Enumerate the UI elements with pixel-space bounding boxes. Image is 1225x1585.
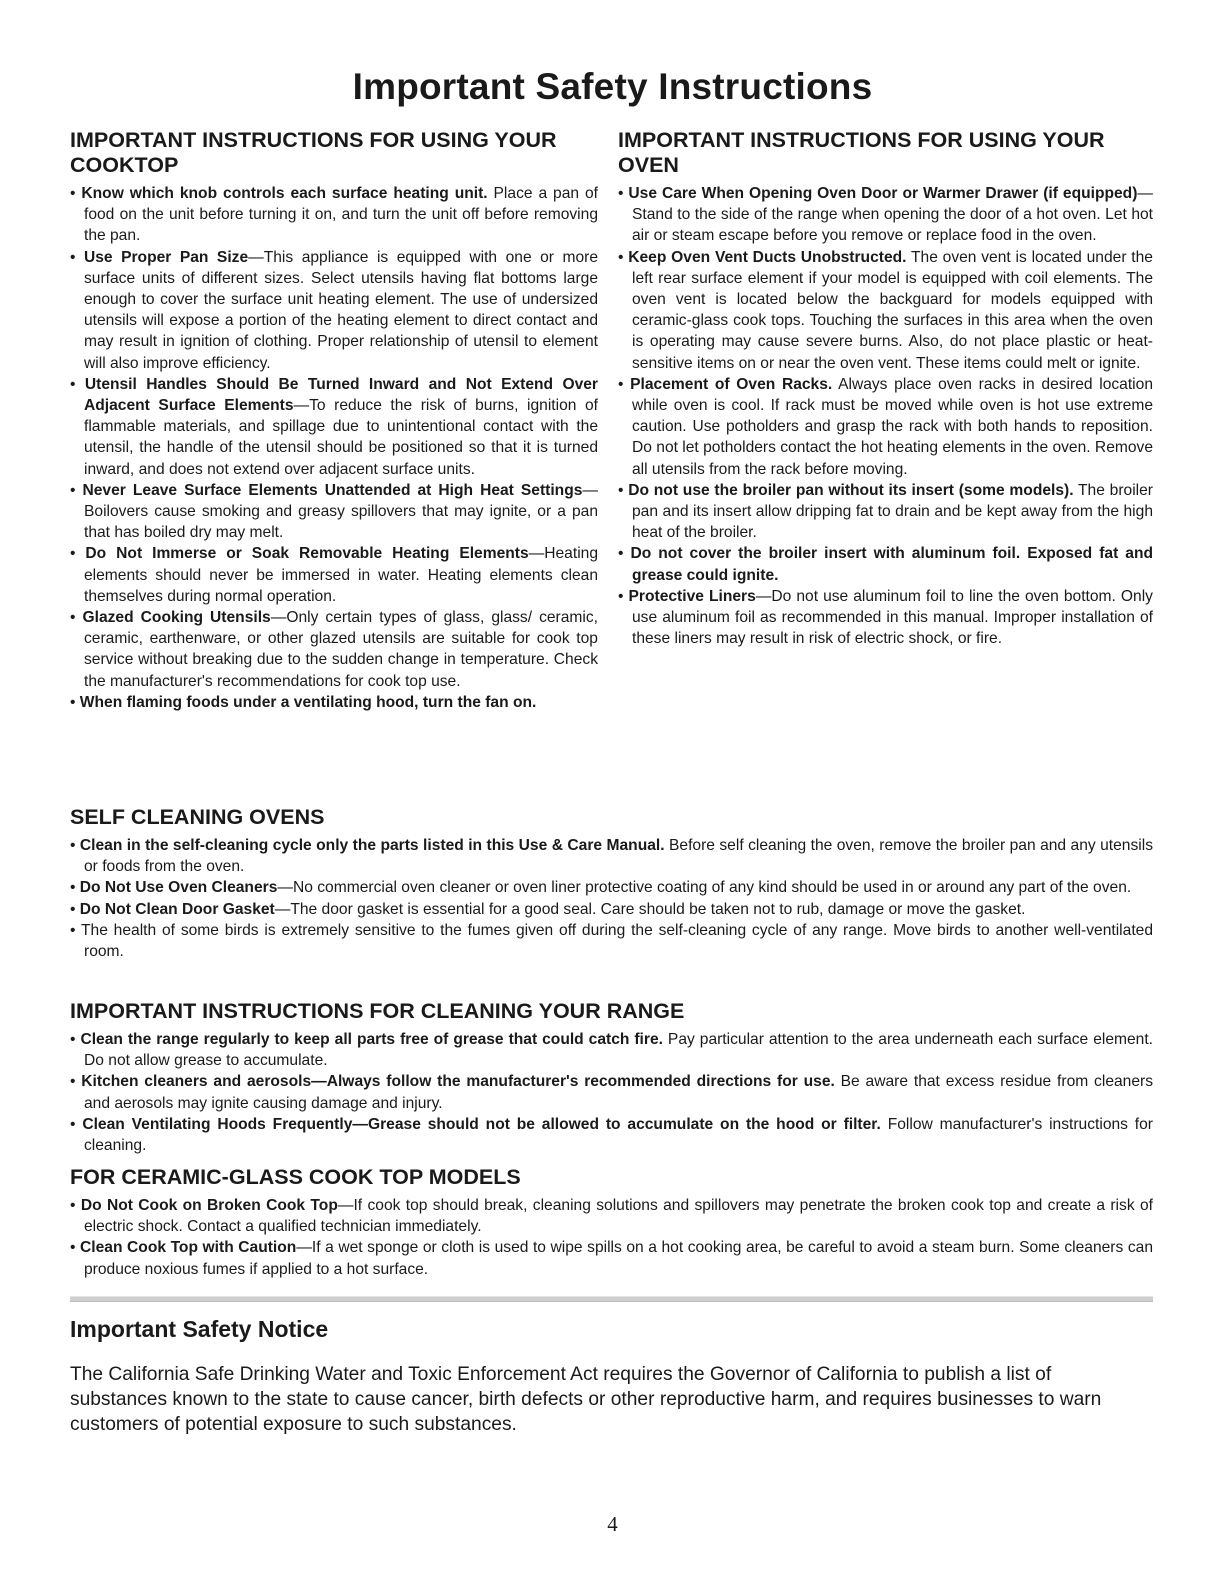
item-text: Be aware that excess residue from cleaners and aerosols may ignite causing damage and injury. [84, 1073, 1153, 1112]
list-item: • Do Not Immerse or Soak Removable Heating Elements—Heating elements should never be immersed in water. Heating elements clean themselves during normal operation. [70, 545, 598, 605]
item-text: Place a pan of food on the unit before turning it on, and turn the unit off before removing the pan. [84, 185, 598, 245]
item-text: The broiler pan and its insert allow dripping fat to drain and be kept away from the high heat of the broiler. [632, 481, 1153, 542]
notice-body: The California Safe Drinking Water and Toxic Enforcement Act requires the Governor of California to publish a list of substances known to the state to cause cancer, birth defects or other reproductive harm, and requires businesses to warn customers of potential exposure to such substances. [70, 1364, 1102, 1435]
item-lead: Utensil Handles Should Be Turned Inward and Not Extend Over Adjacent Surface Elements [84, 375, 598, 415]
oven-list [618, 183, 1153, 649]
cooktop-heading: IMPORTANT INSTRUCTIONS FOR USING YOUR COOKTOP [70, 128, 557, 177]
notice-title: Important Safety Notice [70, 1316, 329, 1342]
item-lead: Know which knob controls each surface heating unit. [81, 185, 488, 202]
ceramic-glass-heading: FOR CERAMIC-GLASS COOK TOP MODELS [70, 1165, 521, 1189]
list-item: • Keep Oven Vent Ducts Unobstructed. The oven vent is located under the left rear surface element if your model is equipped with coil elements. The oven vent is located below the backguard for models equipped with ceramic-glass cook tops. Touching the surfaces in this area when the oven is operating may cause severe burns. Also, do not place plastic or heat-sensitive items on or near the oven vent. These items could melt or ignite. [618, 248, 1153, 372]
item-text: Before self cleaning the oven, remove the broiler pan and any utensils or foods from the oven. [84, 837, 1153, 876]
list-item: • The health of some birds is extremely sensitive to the fumes given off during the self-cleaning cycle of any range. Move birds to another well-ventilated room. [70, 921, 1153, 961]
item-lead: Protective Liners [628, 587, 756, 605]
item-lead: Use Proper Pan Size [83, 248, 249, 266]
item-lead: Placement of Oven Racks. [630, 375, 833, 393]
item-lead: Clean Cook Top with Caution [80, 1239, 297, 1257]
oven-section [618, 128, 1153, 649]
list-item: • Clean Ventilating Hoods Frequently—Grease should not be allowed to accumulate on the hood or filter. Follow manufacturer's instructions for cleaning. [70, 1115, 1154, 1155]
list-item: • Do Not Use Oven Cleaners—No commercial oven cleaner or oven liner protective coating of any kind should be used in or around any part of the oven. [70, 879, 1132, 897]
list-item: • Know which knob controls each surface heating unit. Place a pan of food on the unit before turning it on, and turn the unit off before removing the pan. [70, 185, 598, 245]
item-text: —No commercial oven cleaner or oven liner protective coating of any kind should be used in or around any part of the oven. [277, 879, 1132, 897]
item-text: —Only certain types of glass, glass/ ceramic, ceramic, earthenware, or other glazed utensils are suitable for cook top service without breaking due to the sudden change in temperature. Check the manufacturer's recommendations for cook top use. [84, 609, 599, 690]
list-item: • Utensil Handles Should Be Turned Inward and Not Extend Over Adjacent Surface Elements—To reduce the risk of burns, ignition of flammable materials, and spillage due to unintentional contact with the utensil, the handle of the utensil should be positioned so that it is turned inward, and does not extend over adjacent surface units. [70, 375, 598, 478]
cleaning-range-section [70, 999, 1153, 1156]
list-item: • Placement of Oven Racks. Always place oven racks in desired location while oven is cool. If rack must be moved while oven is hot use extreme caution. Use potholders and grasp the rack with both hands to reposition. Do not let potholders contact the hot heating elements in the oven. Remove all utensils from the rack before moving. [618, 375, 1153, 478]
item-lead: Glazed Cooking Utensils [82, 609, 271, 627]
item-text: Follow manufacturer's instructions for cleaning. [84, 1115, 1154, 1155]
item-lead: Do not use the broiler pan without its insert (some models). [628, 481, 1074, 499]
item-lead: Clean the range regularly to keep all parts free of grease that could catch fire. [80, 1031, 663, 1048]
cooktop-list [70, 183, 598, 713]
cleaning-range-heading: IMPORTANT INSTRUCTIONS FOR CLEANING YOUR RANGE [70, 999, 685, 1023]
item-lead: Do Not Use Oven Cleaners [79, 879, 278, 897]
item-text: —If a wet sponge or cloth is used to wipe spills on a hot cooking area, be careful to avoid a steam burn. Some cleaners can produce noxious fumes if applied to a hot surface. [84, 1239, 1153, 1278]
item-lead: Clean Ventilating Hoods Frequently—Grease should not be allowed to accumulate on the hood or filter. [82, 1115, 881, 1133]
ceramic-glass-list [70, 1195, 1153, 1280]
item-text: —If cook top should break, cleaning solutions and spillovers may penetrate the broken cook top and create a risk of electric shock. Contact a qualified technician immediately. [84, 1197, 1153, 1236]
page-number: 4 [607, 1512, 618, 1536]
item-lead: When flaming foods under a ventilating hood, turn the fan on. [79, 693, 537, 711]
item-text: The health of some birds is extremely sensitive to the fumes given off during the self-cleaning cycle of any range. Move birds to another well-ventilated room. [81, 921, 1153, 961]
cleaning-range-list [70, 1029, 1153, 1156]
item-lead: Keep Oven Vent Ducts Unobstructed. [628, 248, 907, 266]
item-lead: Use Care When Opening Oven Door or Warmer Drawer (if equipped) [628, 185, 1138, 202]
self-cleaning-heading: SELF CLEANING OVENS [70, 805, 325, 829]
item-lead: Do not cover the broiler insert with aluminum foil. Exposed fat and grease could ignite. [630, 545, 1153, 584]
ceramic-glass-section [70, 1165, 1153, 1280]
item-lead: Never Leave Surface Elements Unattended at High Heat Settings [82, 481, 583, 499]
list-item: • Clean Cook Top with Caution—If a wet sponge or cloth is used to wipe spills on a hot cooking area, be careful to avoid a steam burn. Some cleaners can produce noxious fumes if applied to a hot surface. [70, 1239, 1153, 1278]
item-text: —Heating elements should never be immersed in water. Heating elements clean themselves during normal operation. [84, 545, 598, 605]
item-text: Always place oven racks in desired location while oven is cool. If rack must be moved while oven is hot use extreme caution. Use potholders and grasp the rack with both hands to reposition. Do not let potholders contact the hot heating elements in the oven. Remove all utensils from the rack before moving. [632, 375, 1153, 478]
list-item: • Use Proper Pan Size—This appliance is equipped with one or more surface units of different sizes. Select utensils having flat bottoms large enough to cover the surface unit heating element. The use of undersized utensils will expose a portion of the heating element to direct contact and may result in ignition of clothing. Proper relationship of utensil to element will also improve efficiency. [70, 248, 599, 372]
list-item: • Protective Liners—Do not use aluminum foil to line the oven bottom. Only use aluminum foil as recommended in this manual. Improper installation of these liners may result in risk of electric shock, or fire. [618, 587, 1153, 648]
list-item: • Clean in the self-cleaning cycle only the parts listed in this Use & Care Manual. Before self cleaning the oven, remove the broiler pan and any utensils or foods from the oven. [70, 837, 1153, 876]
item-text: —Stand to the side of the range when opening the door of a hot oven. Let hot air or steam escape before you remove or replace food in the oven. [632, 185, 1153, 245]
list-item: • Glazed Cooking Utensils—Only certain types of glass, glass/ ceramic, ceramic, earthenware, or other glazed utensils are suitable for cook top service without breaking due to the sudden change in temperature. Check the manufacturer's recommendations for cook top use. [70, 609, 599, 690]
item-text: —Boilovers cause smoking and greasy spillovers that may ignite, or a pan that has boiled dry may melt. [84, 481, 598, 542]
list-item: • Use Care When Opening Oven Door or Warmer Drawer (if equipped)—Stand to the side of the range when opening the door of a hot oven. Let hot air or steam escape before you remove or replace food in the oven. [618, 185, 1153, 245]
item-text: —The door gasket is essential for a good seal. Care should be taken not to rub, damage or move the gasket. [274, 900, 1026, 918]
item-text: —Do not use aluminum foil to line the oven bottom. Only use aluminum foil as recommended in this manual. Improper installation of these liners may result in risk of electric shock, or fire. [632, 587, 1153, 648]
oven-heading: IMPORTANT INSTRUCTIONS FOR USING YOUR OVEN [618, 128, 1105, 177]
item-lead: Clean in the self-cleaning cycle only the parts listed in this Use & Care Manual. [79, 837, 665, 854]
list-item: • Do not use the broiler pan without its insert (some models). The broiler pan and its insert allow dripping fat to drain and be kept away from the high heat of the broiler. [618, 481, 1153, 542]
item-text: —This appliance is equipped with one or more surface units of different sizes. Select utensils having flat bottoms large enough to cover the surface unit heating element. The use of undersized utensils will expose a portion of the heating element to direct contact and may result in ignition of clothing. Proper relationship of utensil to element will also improve efficiency. [84, 248, 599, 372]
section-divider [70, 1296, 1153, 1302]
item-lead: Do Not Cook on Broken Cook Top [80, 1197, 338, 1214]
item-lead: Do Not Clean Door Gasket [79, 900, 275, 918]
self-cleaning-list [70, 835, 1153, 962]
self-cleaning-section [70, 805, 1153, 962]
item-text: Pay particular attention to the area underneath each surface element. Do not allow grease to accumulate. [84, 1031, 1153, 1070]
list-item: • Do Not Clean Door Gasket—The door gasket is essential for a good seal. Care should be taken not to rub, damage or move the gasket. [70, 900, 1026, 918]
item-text: —To reduce the risk of burns, ignition of flammable materials, and spillage due to unintentional contact with the utensil, the handle of the utensil should be positioned so that it is turned inward, and does not extend over adjacent surface units. [84, 397, 598, 478]
item-text: The oven vent is located under the left rear surface element if your model is equipped with coil elements. The oven vent is located below the backguard for models equipped with ceramic-glass cook tops. Touching the surfaces in this area when the oven is operating may cause severe burns. Also, do not place plastic or heat-sensitive items on or near the oven vent. These items could melt or ignite. [632, 248, 1153, 372]
cooktop-section [70, 128, 598, 713]
item-lead: Kitchen cleaners and aerosols—Always follow the manufacturer's recommended directions for use. [81, 1073, 835, 1091]
list-item: • Kitchen cleaners and aerosols—Always follow the manufacturer's recommended directions for use. Be aware that excess residue from cleaners and aerosols may ignite causing damage and injury. [70, 1073, 1153, 1112]
page-title: Important Safety Instructions [352, 66, 873, 107]
list-item: • Do Not Cook on Broken Cook Top—If cook top should break, cleaning solutions and spillovers may penetrate the broken cook top and create a risk of electric shock. Contact a qualified technician immediately. [70, 1197, 1153, 1236]
list-item: • Do not cover the broiler insert with aluminum foil. Exposed fat and grease could ignite. [618, 545, 1153, 584]
item-lead: Do Not Immerse or Soak Removable Heating Elements [85, 545, 529, 563]
list-item: • Never Leave Surface Elements Unattended at High Heat Settings—Boilovers cause smoking and greasy spillovers that may ignite, or a pan that has boiled dry may melt. [70, 481, 598, 542]
list-item: • When flaming foods under a ventilating hood, turn the fan on. [70, 693, 537, 711]
list-item: • Clean the range regularly to keep all parts free of grease that could catch fire. Pay particular attention to the area underneath each surface element. Do not allow grease to accumulate. [70, 1031, 1153, 1070]
